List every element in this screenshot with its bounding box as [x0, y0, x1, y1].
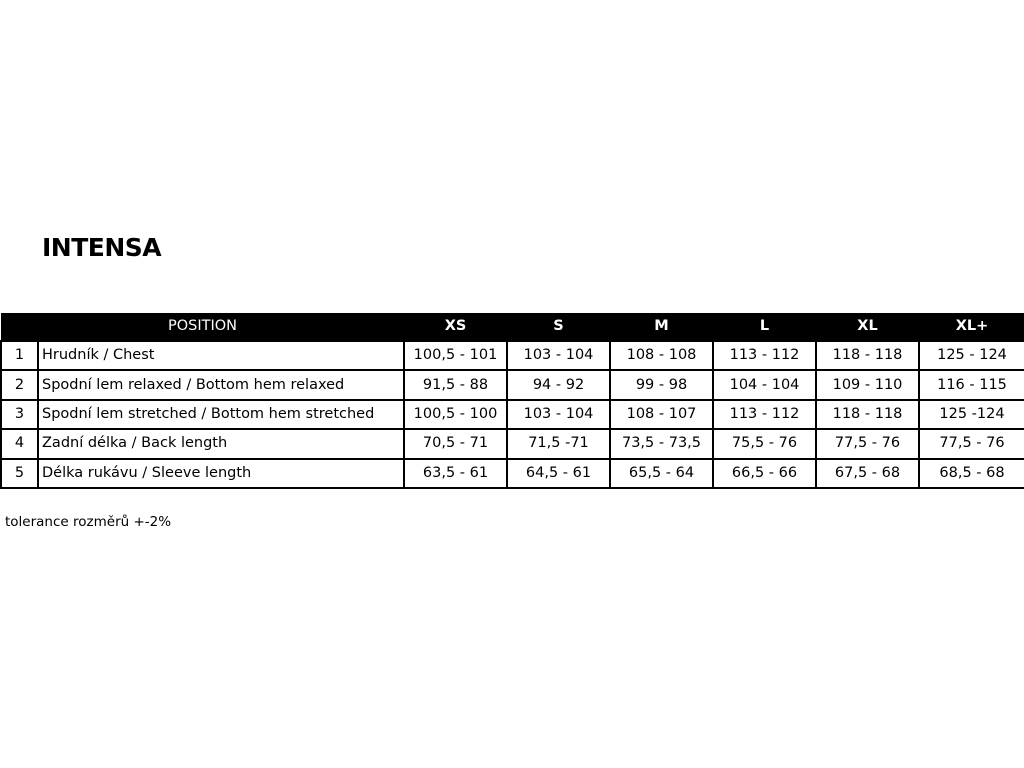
- cell-l: 113 - 112: [713, 400, 816, 429]
- tolerance-note: tolerance rozměrů +-2%: [5, 514, 172, 530]
- table-header-row: [1, 313, 1024, 341]
- header-size-xl: XL: [857, 318, 878, 334]
- cell-xs: 100,5 - 100: [404, 400, 507, 429]
- cell-xl: 109 - 110: [816, 370, 919, 399]
- row-number: 5: [1, 459, 38, 488]
- cell-m: 99 - 98: [610, 370, 713, 399]
- cell-s: 94 - 92: [507, 370, 610, 399]
- table-row: [1, 400, 1024, 429]
- row-number: 4: [1, 429, 38, 458]
- cell-xs: 91,5 - 88: [404, 370, 507, 399]
- header-size-s: S: [553, 318, 564, 334]
- header-size-xs: XS: [444, 318, 467, 334]
- cell-xl-plus: 116 - 115: [919, 370, 1024, 399]
- cell-xs: 70,5 - 71: [404, 429, 507, 458]
- cell-l: 113 - 112: [713, 341, 816, 370]
- row-label: Hrudník / Chest: [38, 341, 404, 370]
- size-chart-table: [0, 313, 1024, 489]
- cell-xl-plus: 68,5 - 68: [919, 459, 1024, 488]
- cell-xl-plus: 125 -124: [919, 400, 1024, 429]
- table-row: [1, 370, 1024, 399]
- cell-xl: 118 - 118: [816, 400, 919, 429]
- page-title: INTENSA: [42, 233, 162, 262]
- header-size-xl-plus: XL+: [955, 318, 989, 334]
- cell-xl: 118 - 118: [816, 341, 919, 370]
- row-number: 2: [1, 370, 38, 399]
- cell-l: 75,5 - 76: [713, 429, 816, 458]
- cell-m: 73,5 - 73,5: [610, 429, 713, 458]
- row-number: 3: [1, 400, 38, 429]
- row-label: Délka rukávu / Sleeve length: [38, 459, 404, 488]
- header-size-l: L: [759, 318, 770, 334]
- cell-xl: 67,5 - 68: [816, 459, 919, 488]
- cell-xl: 77,5 - 76: [816, 429, 919, 458]
- cell-m: 108 - 107: [610, 400, 713, 429]
- cell-l: 104 - 104: [713, 370, 816, 399]
- row-number: 1: [1, 341, 38, 370]
- cell-xl-plus: 77,5 - 76: [919, 429, 1024, 458]
- table-row: [1, 341, 1024, 370]
- cell-s: 71,5 -71: [507, 429, 610, 458]
- row-label: Spodní lem stretched / Bottom hem stretched: [38, 400, 404, 429]
- cell-m: 108 - 108: [610, 341, 713, 370]
- cell-xs: 100,5 - 101: [404, 341, 507, 370]
- row-label: Spodní lem relaxed / Bottom hem relaxed: [38, 370, 404, 399]
- row-label: Zadní délka / Back length: [38, 429, 404, 458]
- cell-m: 65,5 - 64: [610, 459, 713, 488]
- table-row: [1, 459, 1024, 488]
- header-position: POSITION: [167, 318, 238, 334]
- cell-xl-plus: 125 - 124: [919, 341, 1024, 370]
- table-row: [1, 429, 1024, 458]
- cell-xs: 63,5 - 61: [404, 459, 507, 488]
- cell-s: 64,5 - 61: [507, 459, 610, 488]
- cell-l: 66,5 - 66: [713, 459, 816, 488]
- cell-s: 103 - 104: [507, 400, 610, 429]
- header-size-m: M: [654, 318, 669, 334]
- cell-s: 103 - 104: [507, 341, 610, 370]
